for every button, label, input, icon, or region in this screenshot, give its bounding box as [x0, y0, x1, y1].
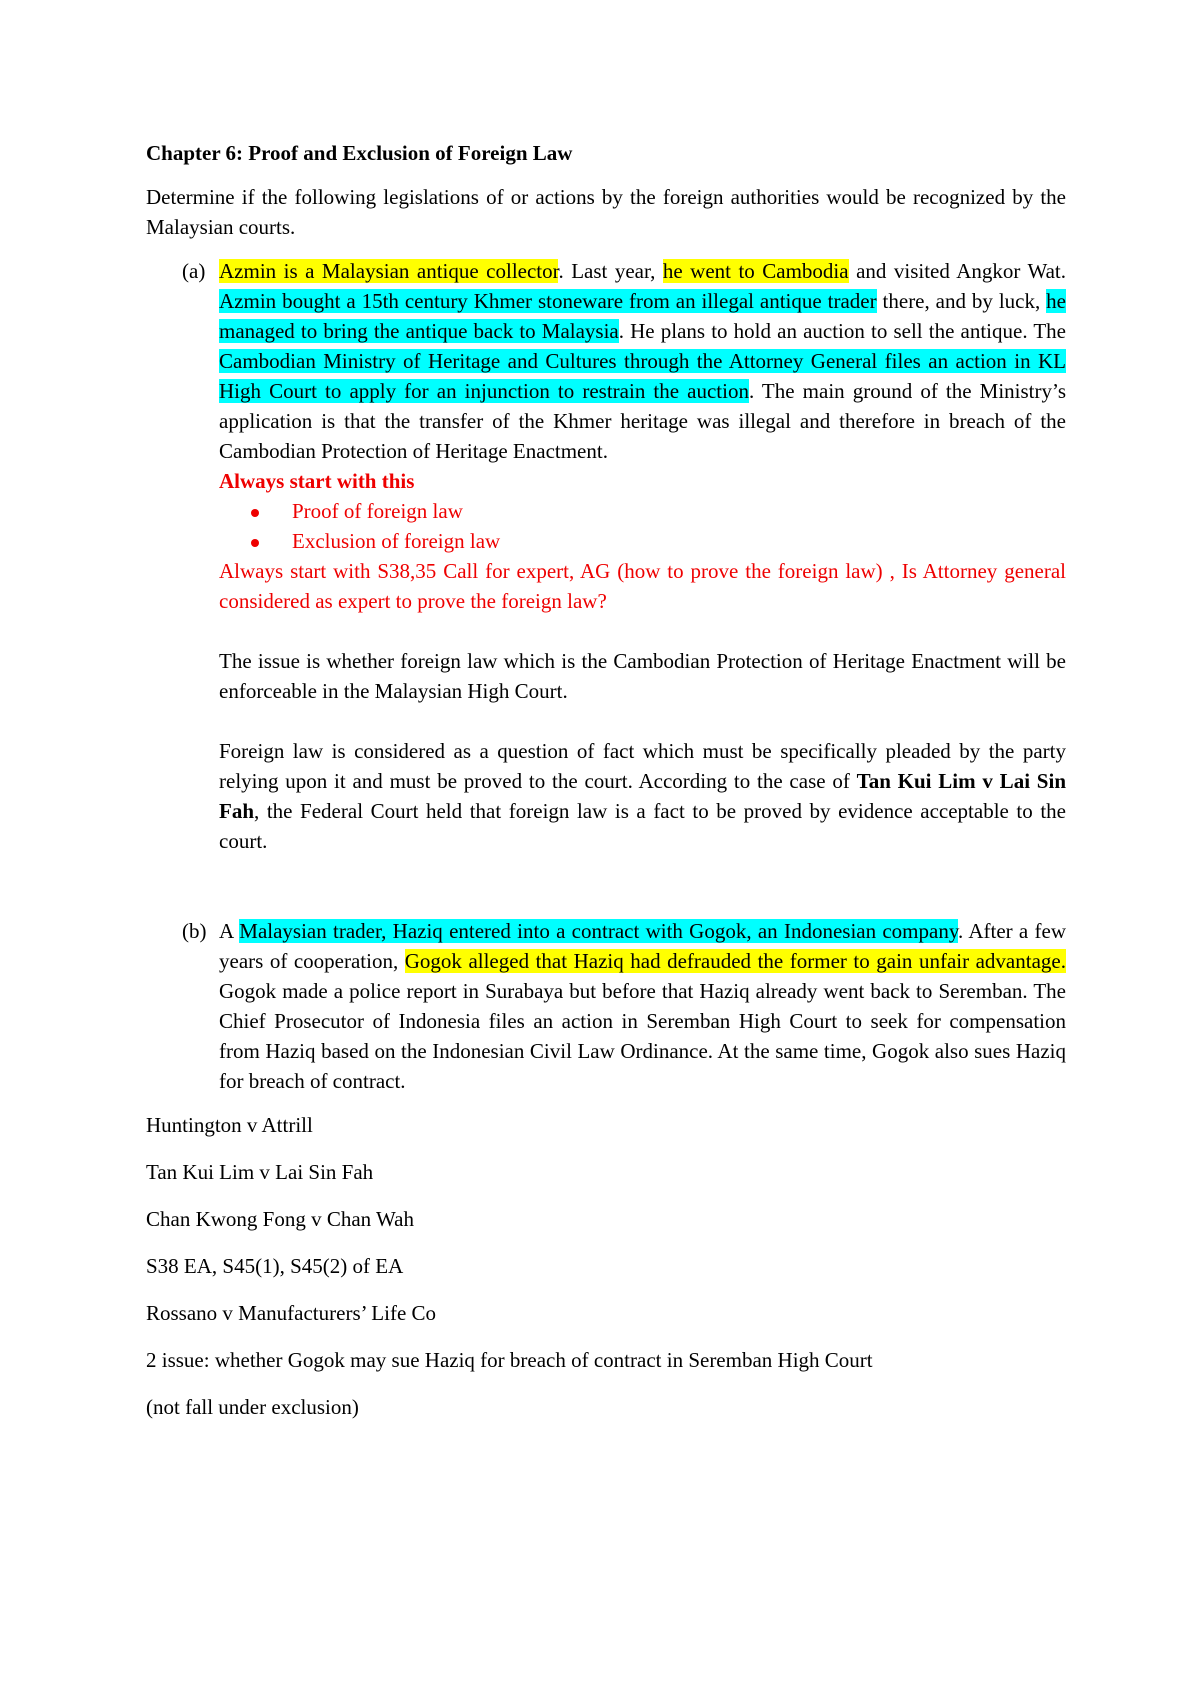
note-heading: Always start with this [219, 469, 415, 493]
spacer [219, 616, 1066, 646]
highlight-text: he went to Cambodia [662, 259, 849, 283]
case-notes [146, 1110, 1066, 1422]
note-line: Chan Kwong Fong v Chan Wah [146, 1207, 414, 1231]
spacer [219, 706, 1066, 736]
spacer [146, 856, 1066, 916]
highlight-text: Cambodian Ministry of Heritage and Cultures through the Attorney General files an action in KL High Court to apply for an injunction to restrain the auction [219, 349, 1066, 403]
note-line: S38 EA, S45(1), S45(2) of EA [146, 1254, 404, 1278]
note-text: Always start with S38,35 Call for expert, AG (how to prove the foreign law) , Is Attorney general considered as expert to prove the foreign law? [219, 559, 1066, 613]
question-b-marker: (b) [182, 919, 207, 943]
highlight-text: he managed to bring the antique back to Malaysia [219, 289, 1066, 343]
note-line: (not fall under exclusion) [146, 1395, 359, 1419]
highlight-text: Malaysian trader, Haziq entered into a contract with Gogok, an Indonesian company [239, 919, 958, 943]
question-a-facts: Azmin is a Malaysian antique collector. Last year, he went to Cambodia and visited Angkor Wat. Azmin bought a 15th century Khmer stoneware from an illegal antique trader there, and by luck, he managed to bring the antique back to Malaysia. He plans to hold an auction to sell the antique. The Cambodian Ministry of Heritage and Cultures through the Attorney General files an action in KL High Court to apply for an injunction to restrain the auction. The main ground of the Ministry’s application is that the transfer of the Khmer heritage was illegal and therefore in breach of the Cambodian Protection of Heritage Enactment. [219, 259, 1067, 463]
note-line: 2 issue: whether Gogok may sue Haziq for breach of contract in Seremban High Court [146, 1348, 873, 1372]
highlight-text: Azmin bought a 15th century Khmer stoneware from an illegal antique trader [219, 289, 877, 313]
bullet-icon [251, 539, 259, 547]
case-name: Tan Kui Lim v Lai Sin Fah [219, 769, 1066, 823]
document-body [146, 138, 1066, 1439]
note-line: Rossano v Manufacturers’ Life Co [146, 1301, 437, 1325]
note-line: Tan Kui Lim v Lai Sin Fah [146, 1160, 374, 1184]
list-item: Exclusion of foreign law [239, 526, 1066, 556]
question-a-marker: (a) [182, 259, 206, 283]
highlight-text: Azmin is a Malaysian antique collector [219, 259, 559, 283]
highlight-text: Gogok alleged that Haziq had defrauded the former to gain unfair advantage. [404, 949, 1066, 973]
question-b-facts: A Malaysian trader, Haziq entered into a contract with Gogok, an Indonesian company. After a few years of cooperation, Gogok alleged that Haziq had defrauded the former to gain unfair advantage. Gogok made a police report in Surabaya but before that Haziq already went back to Seremban. The Chief Prosecutor of Indonesia files an action in Seremban High Court to seek for compensation from Haziq based on the Indonesian Civil Law Ordinance. At the same time, Gogok also sues Haziq for breach of contract. [219, 919, 1066, 1093]
page-title: Chapter 6: Proof and Exclusion of Foreign Law [146, 141, 573, 165]
note-line: Huntington v Attrill [146, 1113, 313, 1137]
issue-paragraph: The issue is whether foreign law which is the Cambodian Protection of Heritage Enactment will be enforceable in the Malaysian High Court. [219, 649, 1066, 703]
list-item: Proof of foreign law [239, 496, 1066, 526]
note-bullet-list [219, 496, 1066, 556]
question-a [146, 256, 1066, 856]
question-b [146, 916, 1066, 1096]
intro-paragraph: Determine if the following legislations of or actions by the foreign authorities would be recognized by the Malaysian courts. [146, 185, 1066, 239]
bullet-icon [251, 509, 259, 517]
law-paragraph: Foreign law is considered as a question of fact which must be specifically pleaded by the party relying upon it and must be proved to the court. According to the case of Tan Kui Lim v Lai Sin Fah, the Federal Court held that foreign law is a fact to be proved by evidence acceptable to the court. [219, 739, 1066, 853]
